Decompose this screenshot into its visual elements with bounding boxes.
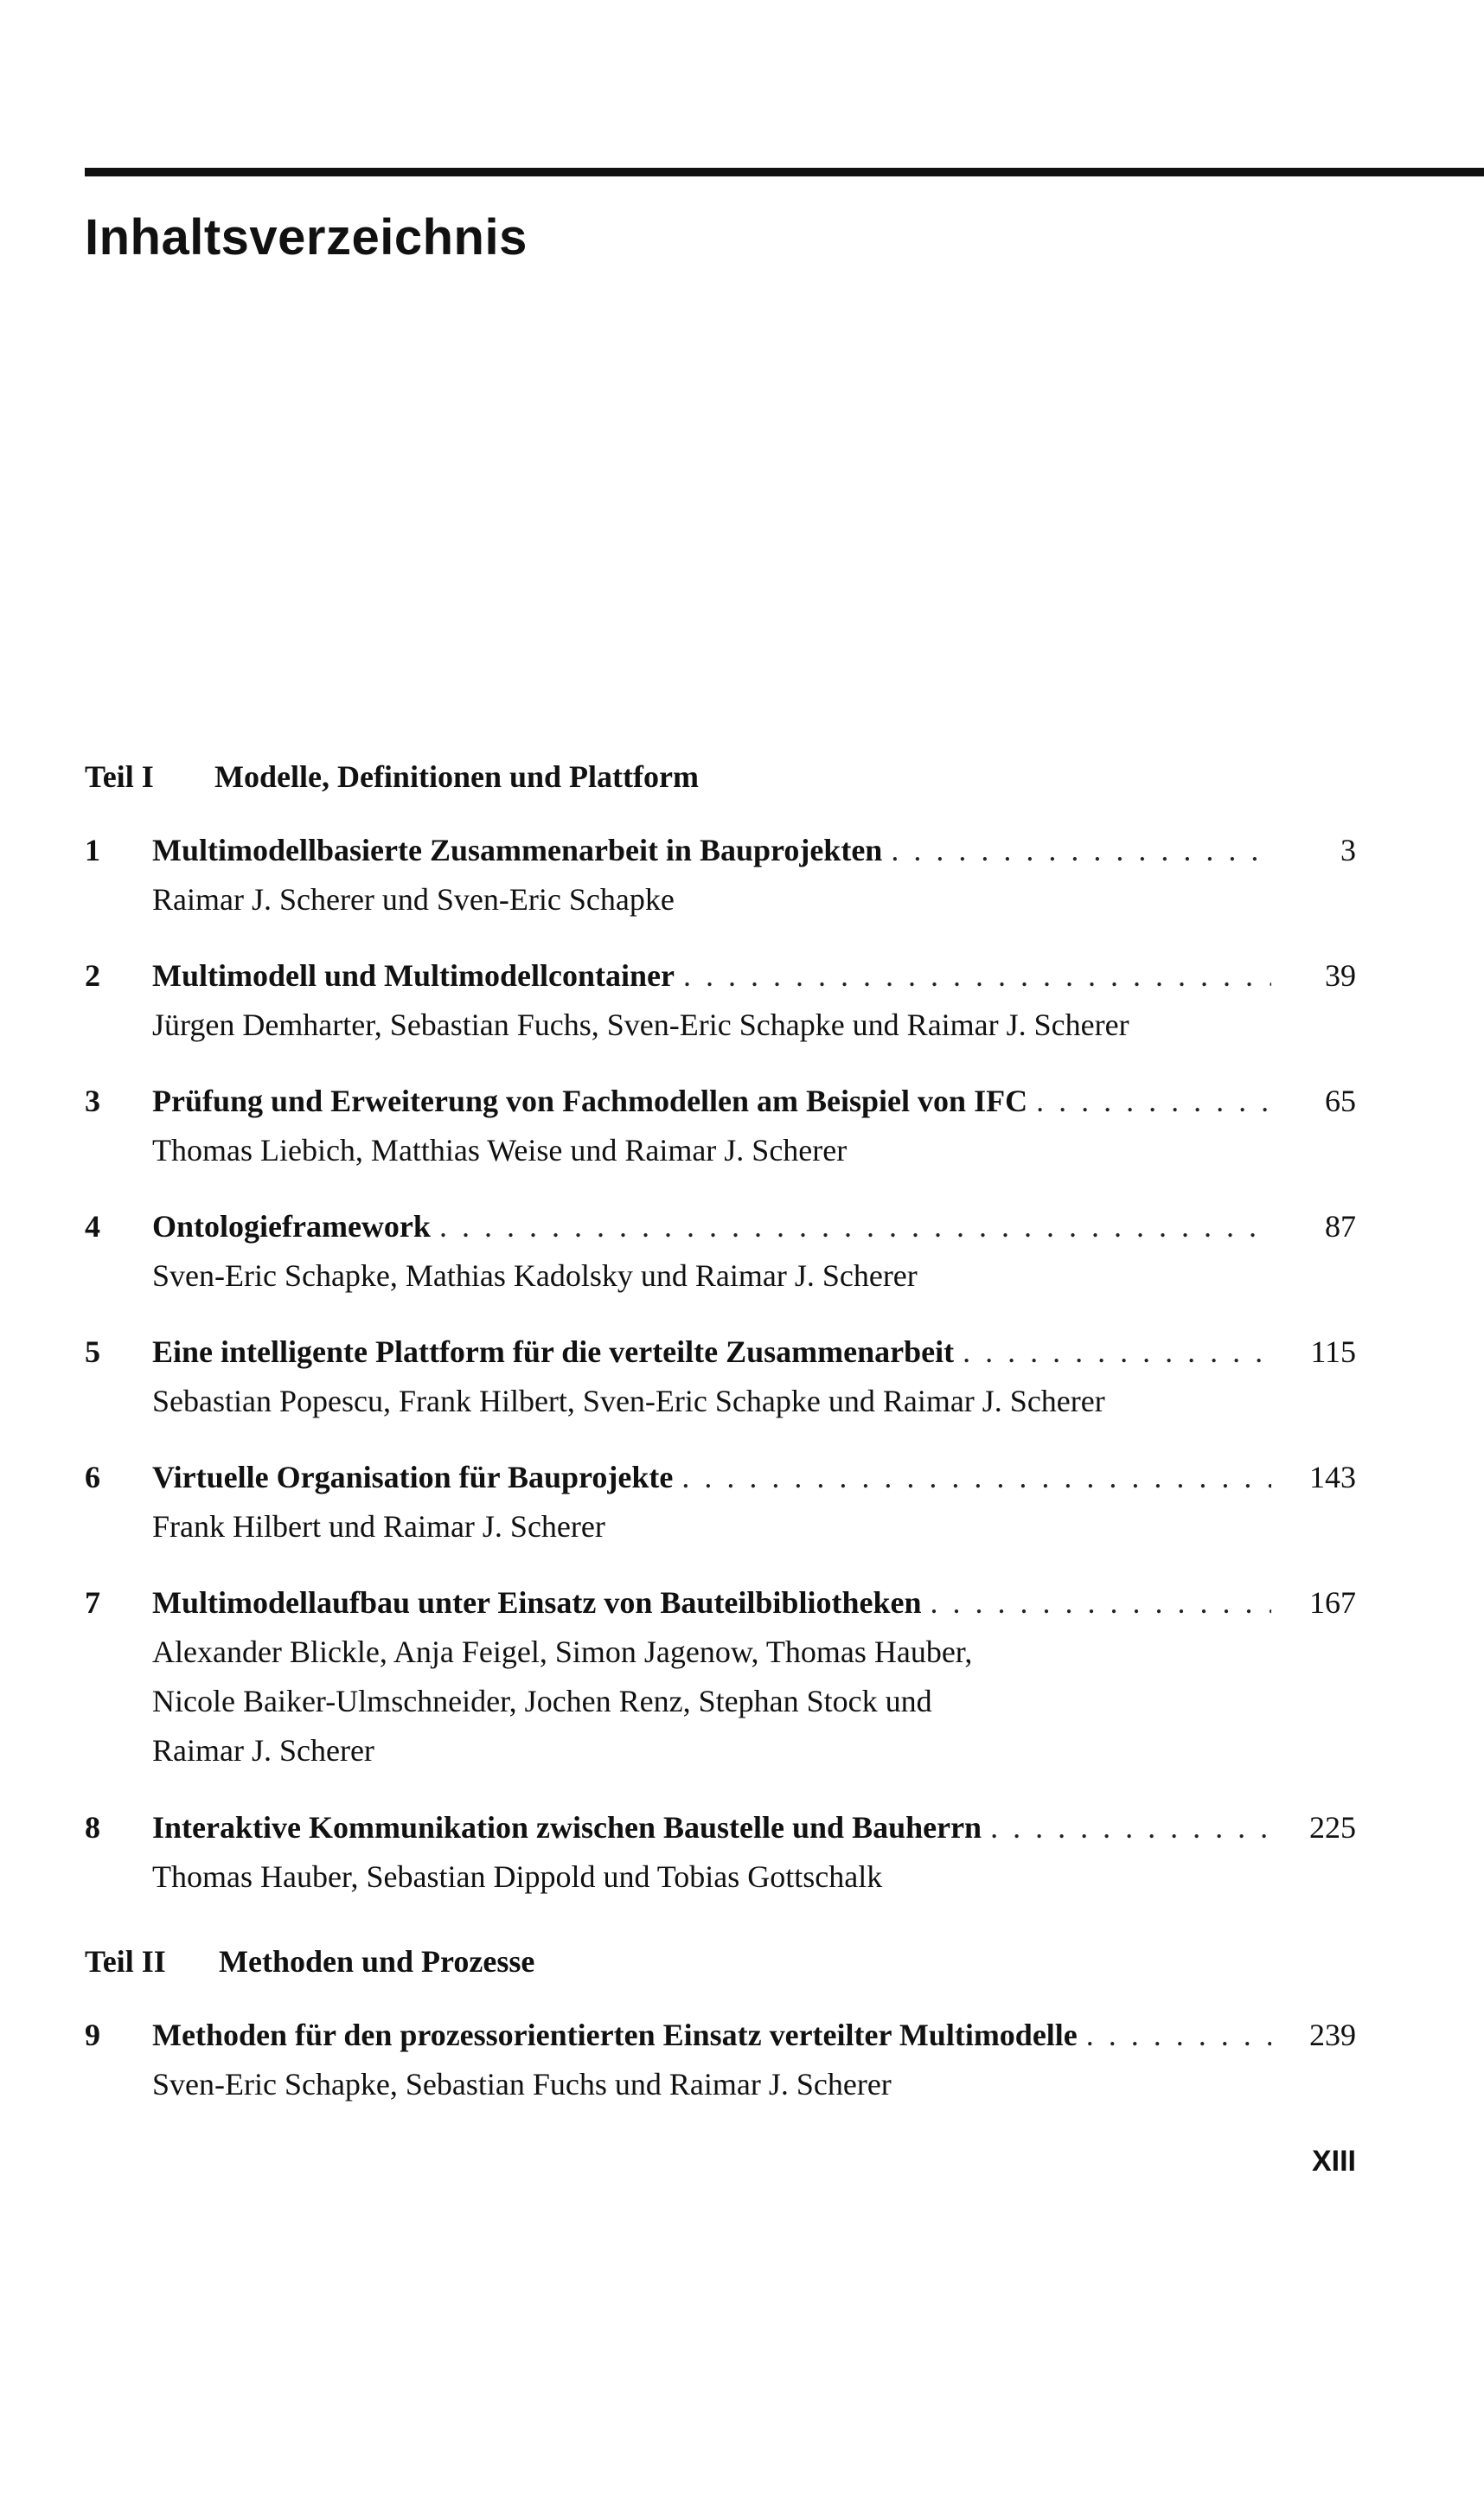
chapter-authors <box>152 1502 1356 1551</box>
chapter-authors <box>152 1852 1356 1902</box>
page-title: Inhaltsverzeichnis <box>85 209 528 265</box>
dot-leader <box>1036 1077 1271 1126</box>
chapter-title-line <box>152 2011 1356 2060</box>
part-label: Teil II <box>85 1944 166 1979</box>
author-line: Nicole Baiker-Ulmschneider, Jochen Renz, Stephan Stock und <box>152 1684 932 1718</box>
page-number: 87 <box>1325 1209 1356 1244</box>
dot-leader <box>963 1327 1271 1377</box>
page-number: 3 <box>1340 833 1356 867</box>
part-heading-2 <box>85 1942 535 1980</box>
top-rule <box>85 168 1484 176</box>
dot-leader <box>891 826 1271 875</box>
author-line: Thomas Liebich, Matthias Weise und Raimar J. Scherer <box>152 1133 848 1168</box>
chapter-title-line <box>152 1077 1356 1126</box>
author-line: Sven-Eric Schapke, Sebastian Fuchs und Raimar J. Scherer <box>152 2067 892 2102</box>
chapter-number: 2 <box>85 958 100 993</box>
chapter-title[interactable]: Eine intelligente Plattform für die verteilte Zusammenarbeit <box>152 1334 955 1369</box>
chapter-title[interactable]: Interaktive Kommunikation zwischen Baustelle und Bauherrn <box>152 1810 982 1845</box>
author-line: Raimar J. Scherer und Sven-Eric Schapke <box>152 882 675 917</box>
author-line: Sven-Eric Schapke, Mathias Kadolsky und Raimar J. Scherer <box>152 1258 918 1293</box>
chapter-number: 1 <box>85 833 100 867</box>
chapter-title-line <box>152 826 1356 875</box>
chapter-number: 3 <box>85 1084 100 1118</box>
chapter-authors <box>152 1001 1356 1050</box>
dot-leader <box>1086 2011 1271 2060</box>
chapter-title-line <box>152 1803 1356 1852</box>
chapter-title-line <box>152 1202 1356 1251</box>
chapter-authors <box>152 875 1356 924</box>
chapter-number: 4 <box>85 1209 100 1244</box>
page-folio: XIII <box>1311 2145 1356 2178</box>
chapter-number: 6 <box>85 1460 100 1494</box>
dot-leader <box>990 1803 1271 1852</box>
chapter-number: 9 <box>85 2018 100 2052</box>
author-line: Frank Hilbert und Raimar J. Scherer <box>152 1509 605 1544</box>
chapter-number: 8 <box>85 1810 100 1845</box>
chapter-authors <box>152 2060 1356 2109</box>
chapter-title[interactable]: Ontologieframework <box>152 1209 431 1244</box>
chapter-title[interactable]: Multimodellaufbau unter Einsatz von Bauteilbibliotheken <box>152 1585 922 1620</box>
chapter-title-line <box>152 1578 1356 1628</box>
part-heading-1 <box>85 758 699 796</box>
page-number: 143 <box>1309 1460 1356 1494</box>
part-title: Methoden und Prozesse <box>219 1944 535 1979</box>
chapter-authors <box>152 1377 1356 1426</box>
author-line: Alexander Blickle, Anja Feigel, Simon Jagenow, Thomas Hauber, <box>152 1635 973 1669</box>
author-line: Raimar J. Scherer <box>152 1733 374 1768</box>
page-number: 225 <box>1309 1810 1356 1845</box>
author-line: Jürgen Demharter, Sebastian Fuchs, Sven-Eric Schapke und Raimar J. Scherer <box>152 1008 1129 1042</box>
author-line: Sebastian Popescu, Frank Hilbert, Sven-Eric Schapke und Raimar J. Scherer <box>152 1384 1105 1418</box>
chapter-title-line <box>152 1327 1356 1377</box>
chapter-title-line <box>152 951 1356 1001</box>
part-title: Modelle, Definitionen und Plattform <box>214 759 699 794</box>
dot-leader <box>930 1578 1271 1628</box>
chapter-number: 7 <box>85 1585 100 1620</box>
chapter-title[interactable]: Virtuelle Organisation für Bauprojekte <box>152 1460 674 1494</box>
dot-leader <box>439 1202 1271 1251</box>
chapter-title[interactable]: Prüfung und Erweiterung von Fachmodellen am Beispiel von IFC <box>152 1084 1028 1118</box>
chapter-number: 5 <box>85 1334 100 1369</box>
page-number: 39 <box>1325 958 1356 993</box>
page-number: 239 <box>1309 2018 1356 2052</box>
page-number: 115 <box>1310 1334 1356 1369</box>
chapter-title[interactable]: Multimodell und Multimodellcontainer <box>152 958 675 993</box>
page-number: 65 <box>1325 1084 1356 1118</box>
author-line: Thomas Hauber, Sebastian Dippold und Tobias Gottschalk <box>152 1859 883 1894</box>
chapter-title[interactable]: Multimodellbasierte Zusammenarbeit in Bauprojekten <box>152 833 883 867</box>
dot-leader <box>681 1453 1271 1502</box>
chapter-authors <box>152 1628 1356 1775</box>
page-number: 167 <box>1309 1585 1356 1620</box>
chapter-title[interactable]: Methoden für den prozessorientierten Einsatz verteilter Multimodelle <box>152 2018 1078 2052</box>
chapter-title-line <box>152 1453 1356 1502</box>
dot-leader <box>683 951 1271 1001</box>
chapter-authors <box>152 1126 1356 1175</box>
part-label: Teil I <box>85 759 154 794</box>
chapter-authors <box>152 1251 1356 1301</box>
